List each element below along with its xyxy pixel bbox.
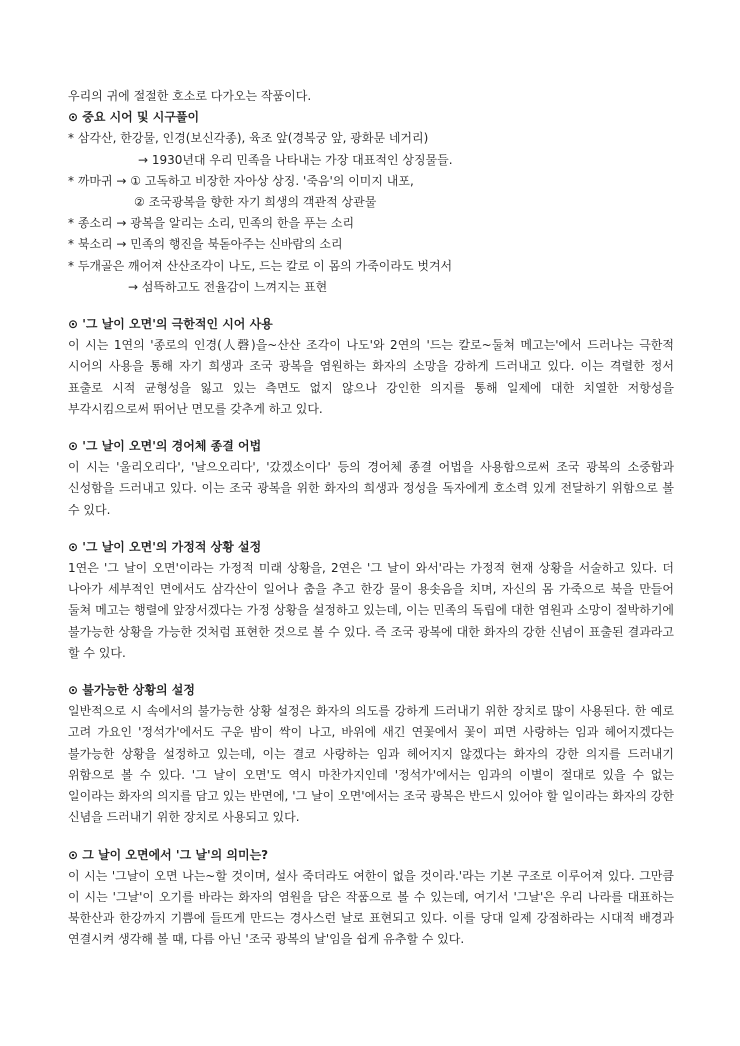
section-heading-keywords: ⊙ 중요 시어 및 시구풀이 xyxy=(68,110,200,125)
section-body-impossible: 일반적으로 시 속에서의 불가능한 상황 설정은 화자의 의도를 강하게 드러내기 위한 장치로 많이 사용된다. 한 예로 고려 가요인 '정석가'에서도 구운 밤이 싹이 나고, 바위에 새긴 연꽃에서 꽃이 피면 사랑하는 임과 헤어지겠다는 불가능한 상황을 설정하고 있는데, 이는 결코 사랑하는 임과 헤어지지 않겠다는 화자의 강한 의지를 드러내기 위함으로 볼 수 있다. '그 날이 오면'도 역시 마찬가지인데 '정석가'에서는 임과의 이별이 절대로 있을 수 없는 일이라는 화자의 의지를 담고 있는 반면에, '그 날이 오면'에서는 조국 광복은 반드시 있어야 할 일이라는 화자의 강한 신념을 드러내기 위한 장치로 사용되고 있다. xyxy=(68,704,674,825)
keyword-line: → 1930년대 우리 민족을 나타내는 가장 대표적인 상징물들. xyxy=(138,152,453,167)
section-heading-extreme: ⊙ '그 날이 오면'의 극한적인 시어 사용 xyxy=(68,317,273,332)
keyword-line: * 북소리 → 민족의 행진을 북돋아주는 신바람의 소리 xyxy=(68,237,343,252)
keyword-line: ② 조국광복을 향한 자기 희생의 객관적 상관물 xyxy=(134,195,377,210)
section-body-honorific: 이 시는 '울리오리다', '날으오리다', '갔겠소이다' 등의 경어체 종결 어법을 사용함으로써 조국 광복의 소중함과 신성함을 드러내고 있다. 이는 조국 광복을 위한 화자의 희생과 정성을 독자에게 호소력 있게 전달하기 위함으로 볼 수 있다. xyxy=(68,460,674,517)
section-heading-honorific: ⊙ '그 날이 오면'의 경어체 종결 어법 xyxy=(68,439,262,454)
section-gap xyxy=(68,521,674,537)
keyword-line: * 두개골은 깨어져 산산조각이 나도, 드는 칼로 이 몸의 가죽이라도 벗겨서 xyxy=(68,258,453,273)
section-gap xyxy=(68,829,674,845)
section-gap xyxy=(68,298,674,314)
keyword-line: * 까마귀 → ① 고독하고 비장한 자아상 상징. '죽음'의 이미지 내포, xyxy=(68,173,414,188)
section-heading-meaning: ⊙ 그 날이 오면에서 '그 날'의 의미는? xyxy=(68,847,269,862)
intro-text: 우리의 귀에 절절한 호소로 다가오는 작품이다. xyxy=(68,89,312,103)
section-body-meaning: 이 시는 '그날이 오면 나는~할 것이며, 설사 죽더라도 여한이 없을 것이라.'라는 기본 구조로 이루어져 있다. 그만큼 이 시는 '그날'이 오기를 바라는 화자의 염원을 담은 작품으로 볼 수 있는데, 여기서 '그날'은 우리 나라를 대표하는 북한산과 한강까지 기쁨에 들뜨게 만드는 경사스런 날로 표현되고 있다. 이를 당대 일제 강점하라는 시대적 배경과 연결시켜 생각해 볼 때, 다름 아닌 '조국 광복의 날'임을 쉽게 유추할 수 있다. xyxy=(68,868,674,947)
document-page xyxy=(68,86,674,951)
keyword-line: * 삼각산, 한강물, 인경(보신각종), 육조 앞(경복궁 앞, 광화문 네거리) xyxy=(68,131,429,146)
keyword-line: → 섬뜩하고도 전율감이 느껴지는 표현 xyxy=(128,279,328,294)
section-body-extreme: 이 시는 1연의 '종로의 인경(人磬)을~산산 조각이 나도'와 2연의 '드는 칼로~둘쳐 메고는'에서 드러나는 극한적 시어의 사용을 통해 자기 희생과 조국 광복을 염원하는 화자의 소망을 강하게 드러내고 있다. 이는 격렬한 정서 표출로 시적 균형성을 잃고 있는 측면도 없지 않으나 강인한 의지를 통해 일제에 대한 치열한 저항성을 부각시킴으로써 뛰어난 면모를 갖추게 하고 있다. xyxy=(68,338,674,416)
keyword-line: * 종소리 → 광복을 알리는 소리, 민족의 한을 푸는 소리 xyxy=(68,216,355,231)
section-heading-hypothetical: ⊙ '그 날이 오면'의 가정적 상황 설정 xyxy=(68,539,262,554)
section-gap xyxy=(68,420,674,436)
section-gap xyxy=(68,664,674,680)
section-heading-impossible: ⊙ 불가능한 상황의 설정 xyxy=(68,683,195,698)
section-body-hypothetical: 1연은 '그 날이 오면'이라는 가정적 미래 상황을, 2연은 '그 날이 와서'라는 가정적 현재 상황을 서술하고 있다. 더 나아가 세부적인 면에서도 삼각산이 일어나 춤을 추고 한강 물이 용솟음을 치며, 자신의 몸 가죽으로 북을 만들어 둘쳐 메고는 행렬에 앞장서겠다는 가정 상황을 설정하고 있는데, 이는 민족의 독립에 대한 염원과 소망이 절박하기에 불가능한 상황을 가능한 것처럼 표현한 것으로 볼 수 있다. 즉 조국 광복에 대한 화자의 강한 신념이 표출된 결과라고 할 수 있다. xyxy=(68,561,674,660)
